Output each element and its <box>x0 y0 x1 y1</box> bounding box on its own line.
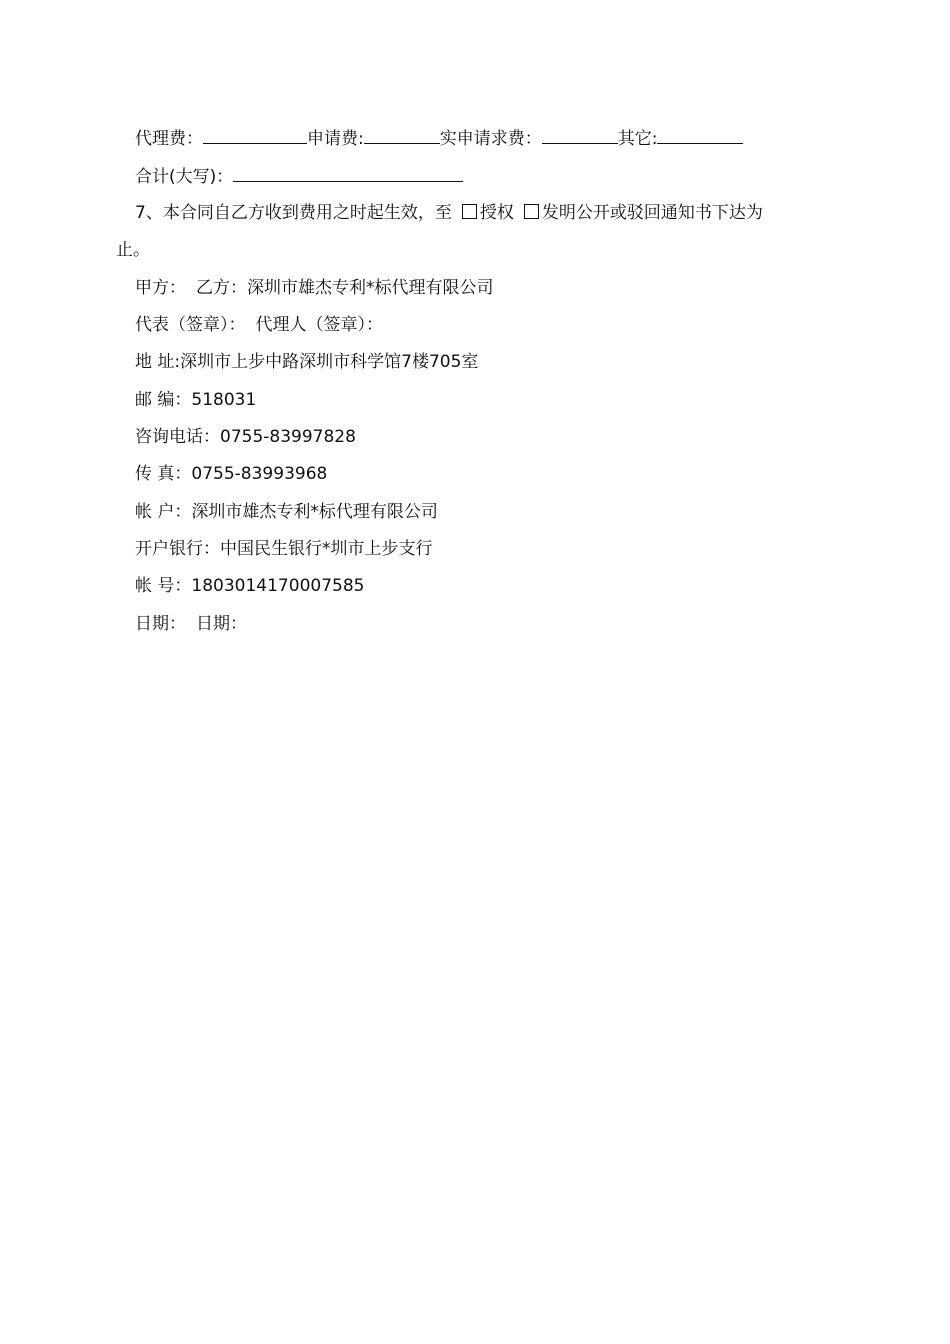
date-line <box>135 612 247 636</box>
application-fee-label: 申请费: <box>307 129 364 149</box>
fax-value: 0755-83993968 <box>191 464 328 484</box>
phone-value: 0755-83997828 <box>220 427 356 447</box>
account-name-value: 深圳市雄杰专利*标代理有限公司 <box>191 502 438 522</box>
clause-7-end-text: 止。 <box>116 240 150 260</box>
fax-label: 传 真： <box>135 464 192 484</box>
bank-line <box>135 537 433 561</box>
checkbox-authorization <box>462 204 477 219</box>
total-label: 合计(大写)： <box>135 167 234 187</box>
clause-7 <box>135 201 763 225</box>
agent-label: 代理人（签章）： <box>255 315 383 335</box>
total-blank <box>233 164 463 182</box>
postcode-value: 518031 <box>191 390 257 410</box>
fax-line <box>135 462 327 486</box>
postcode-label: 邮 编： <box>135 390 192 410</box>
bank-value: 中国民生银行*圳市上步支行 <box>220 539 433 559</box>
clause-7-text: 7、本合同自乙方收到费用之时起生效，至 <box>135 203 452 223</box>
other-fee-label: 其它: <box>617 129 658 149</box>
option-authorization: 授权 <box>479 203 514 223</box>
address-line <box>135 350 478 374</box>
phone-line <box>135 425 356 449</box>
application-fee-blank <box>364 126 440 144</box>
account-number-label: 帐 号： <box>135 576 192 596</box>
checkbox-publication <box>524 204 539 219</box>
total-line <box>135 164 463 189</box>
clause-7-continuation <box>116 238 150 262</box>
exam-fee-label: 实申请求费： <box>439 129 542 149</box>
account-number-value: 1803014170007585 <box>191 576 365 596</box>
phone-label: 咨询电话： <box>135 427 220 447</box>
account-name-line <box>135 500 438 524</box>
other-fee-blank <box>657 126 743 144</box>
party-a-label: 甲方： <box>135 278 186 298</box>
exam-fee-blank <box>542 126 618 144</box>
account-number-line <box>135 574 364 598</box>
party-b-text: 乙方：深圳市雄杰专利*标代理有限公司 <box>196 278 494 298</box>
date-b-label: 日期： <box>196 614 247 634</box>
postcode-line <box>135 388 256 412</box>
option-publication: 发明公开或驳回通知书下达为 <box>541 203 763 223</box>
signature-line <box>135 313 383 337</box>
fee-line <box>135 126 743 151</box>
agency-fee-label: 代理费： <box>135 129 203 149</box>
agency-fee-blank <box>203 126 307 144</box>
representative-label: 代表（签章）： <box>135 315 246 335</box>
bank-label: 开户银行： <box>135 539 220 559</box>
account-name-label: 帐 户： <box>135 502 192 522</box>
parties-line <box>135 276 494 300</box>
address-text: 地 址:深圳市上步中路深圳市科学馆7楼705室 <box>135 352 479 372</box>
date-a-label: 日期： <box>135 614 186 634</box>
